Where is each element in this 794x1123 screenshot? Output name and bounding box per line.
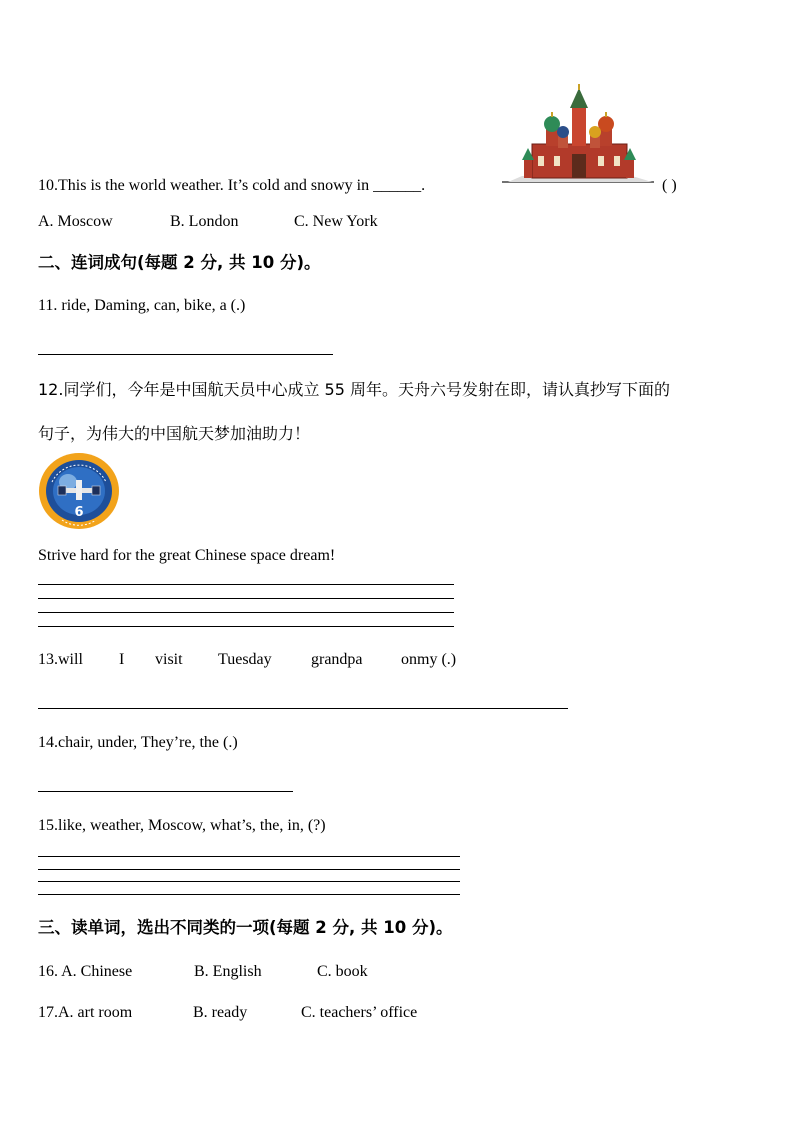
handwriting-line-2 [38,869,460,870]
question-16-options [38,962,438,982]
answer-parentheses: ( ) [662,177,677,194]
word-1: 13.will [38,651,83,668]
option-c: C. book [317,963,368,980]
handwriting-line-4 [38,894,460,895]
question-12-line-1: 12.同学们，今年是中国航天员中心成立 55 周年。天舟六号发射在即，请认真抄写下面的 [38,380,670,399]
word-2: I [119,651,125,668]
option-a: A. Moscow [38,213,113,230]
mission-logo [38,452,120,530]
question-10-options [38,212,458,232]
copy-sentence: Strive hard for the great Chinese space dream! [38,547,336,564]
answer-line [38,354,333,355]
question-10-text: 10.This is the world weather. It’s cold and snowy in ______. [38,177,426,194]
st-basils-cathedral-icon [502,84,654,184]
answer-line [38,708,568,709]
section-2-heading: 二、连词成句(每题 2 分, 共 10 分)。 [38,253,321,272]
tianzhou-6-mission-emblem-icon [38,452,120,530]
question-17-options [38,1003,488,1023]
word-3: visit [155,651,183,668]
handwriting-line-3 [38,881,460,882]
word-6: onmy (.) [401,651,457,668]
answer-line [38,791,293,792]
handwriting-line-2 [38,598,454,599]
word-5: grandpa [311,651,363,668]
option-a: 17.A. art room [38,1004,133,1021]
svg-text:6: 6 [74,505,84,520]
handwriting-line-3 [38,612,454,613]
question-14-text: 14.chair, under, They’re, the (.) [38,734,238,751]
cathedral-image [502,84,654,184]
question-15-text: 15.like, weather, Moscow, what’s, the, in, (?) [38,817,326,834]
word-4: Tuesday [218,651,272,668]
section-3-heading: 三、读单词，选出不同类的一项(每题 2 分, 共 10 分)。 [38,918,453,937]
option-b: B. English [194,963,262,980]
question-11-text: 11. ride, Daming, can, bike, a (.) [38,297,246,314]
option-b: B. ready [193,1004,248,1021]
question-12-line-2: 句子，为伟大的中国航天梦加油助力！ [38,424,311,443]
option-a: 16. A. Chinese [38,963,133,980]
handwriting-line-4 [38,626,454,627]
option-c: C. teachers’ office [301,1004,418,1021]
handwriting-line-1 [38,856,460,857]
option-c: C. New York [294,213,378,230]
question-13-words [38,650,518,670]
option-b: B. London [170,213,239,230]
handwriting-line-1 [38,584,454,585]
